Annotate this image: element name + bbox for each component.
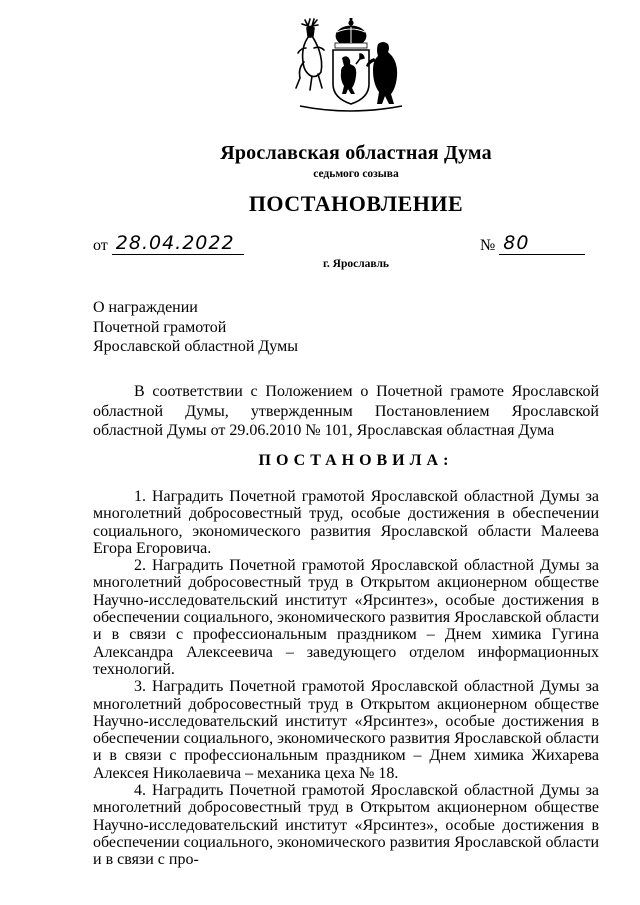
subject-line: О награждении <box>93 299 198 316</box>
preamble-paragraph: В соответствии с Положением о Почетной грамоте Ярославской областной Думы, утвержденным Постановлением Ярославской областной Думы от 29.06.2010 № 101, Ярославская областная Дума <box>93 383 599 439</box>
resolution-item: 3. Наградить Почетной грамотой Ярославской областной Думы за многолетний добросовестный труд в Открытом акционерном обществе Научно-исследовательский институт «Ярсинтез», особые достижения в обеспечении социального, экономического развития Ярославской области и в связи с профессиональным праздником – Днем химика Жихарева Алексея Николаевича – механика цеха № 18. <box>93 678 599 782</box>
handwritten-date: 28.04.2022 <box>112 232 244 255</box>
resolution-items <box>93 488 599 869</box>
number-prefix: № <box>480 237 496 254</box>
resolution-item: 2. Наградить Почетной грамотой Ярославской областной Думы за многолетний добросовестный труд в Открытом акционерном обществе Научно-исследовательский институт «Ярсинтез», особые достижения в обеспечении социального, экономического развития Ярославской области и в связи с профессиональным праздником – Днем химика Гугина Александра Алексеевича – заведующего отделом информационных технологий. <box>93 557 599 678</box>
date-row <box>93 232 244 255</box>
subject-block <box>93 298 298 357</box>
city-label: г. Ярославль <box>322 258 390 270</box>
resolution-item: 4. Наградить Почетной грамотой Ярославской областной Думы за многолетний добросовестный труд в Открытом акционерном обществе Научно-исследовательский институт «Ярсинтез», особые достижения в обеспечении социального, экономического развития Ярославской области и в связи с про- <box>93 782 599 869</box>
date-prefix: от <box>93 237 108 254</box>
organization-title: Ярославская областная Дума <box>220 142 492 164</box>
number-row <box>480 232 585 255</box>
decision-heading: ПОСТАНОВИЛА: <box>258 452 454 469</box>
coat-of-arms-icon <box>290 18 412 118</box>
subject-line: Почетной грамотой <box>93 318 227 336</box>
subject-line: Ярославской областной Думы <box>93 338 298 355</box>
document-type-heading: ПОСТАНОВЛЕНИЕ <box>248 191 464 216</box>
resolution-item: 1. Наградить Почетной грамотой Ярославской областной Думы за многолетний добросовестный труд, особые достижения в обеспечении социального, экономического развития Ярославской области Малеева Егора Егоровича. <box>93 488 599 557</box>
handwritten-number: 80 <box>499 232 585 255</box>
convocation-subtitle: седьмого созыва <box>313 168 399 180</box>
